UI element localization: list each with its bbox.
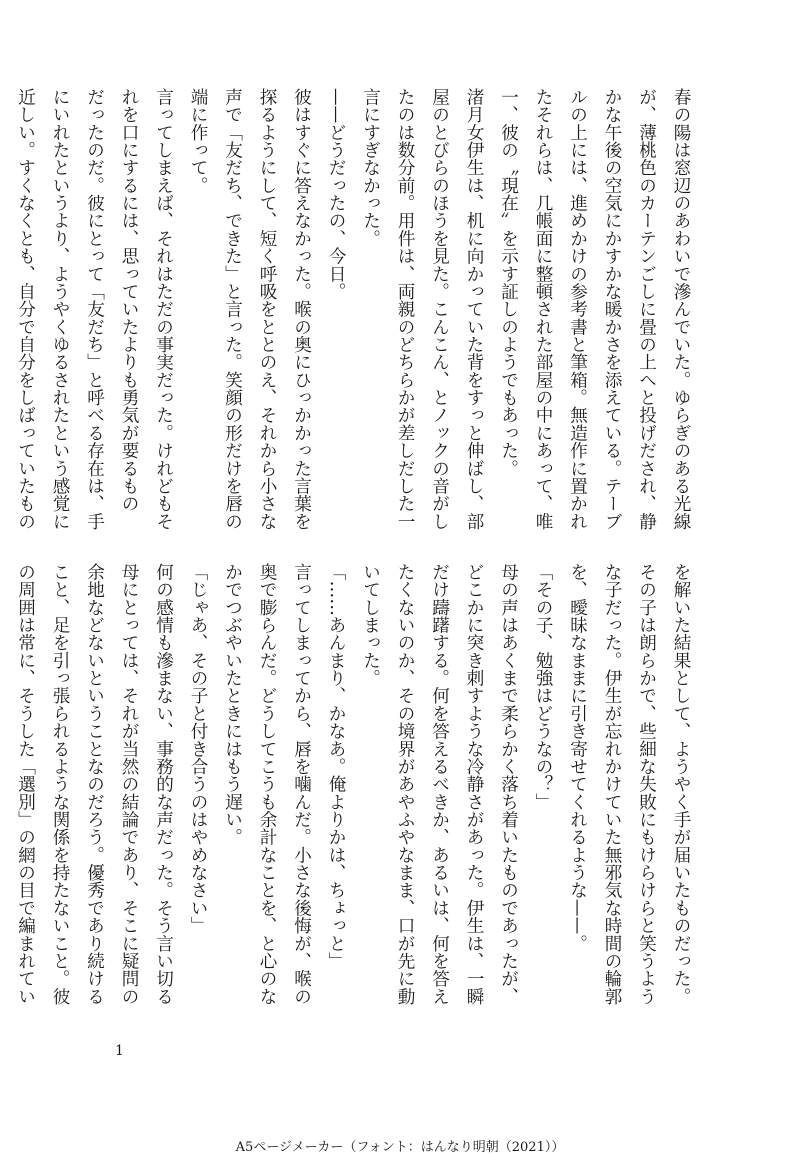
text-column: 彼はすぐに答えなかった。喉の奥にひっかかった言葉を bbox=[291, 88, 312, 530]
text-column: いてしまった。 bbox=[360, 563, 381, 687]
text-column: 奥で膨らんだ。どうしてこうも余計なことを、と心のな bbox=[257, 563, 277, 1005]
text-column: 言ってしまえば、それはただの事実だった。けれどもそ bbox=[153, 88, 174, 530]
footer-credit: A5ページメーカー（フォント：はんなり明朝（2021）） bbox=[235, 1140, 565, 1155]
text-column: たくないのか、その境界があやふやなまま、口が先に動 bbox=[395, 563, 415, 1005]
text-column: が、薄桃色のカーテンごしに畳の上へと投げだされ、静 bbox=[636, 88, 657, 530]
text-column: たのは数分前。用件は、両親のどちらかが差しだした一 bbox=[395, 88, 415, 530]
text-column: こと、足を引っ張られるような関係を持たないこと。彼 bbox=[50, 563, 70, 1005]
body-text-top-block bbox=[15, 88, 698, 536]
text-column: 言にすぎなかった。 bbox=[360, 88, 381, 248]
text-column: ——どうだったの、今日。 bbox=[326, 88, 346, 301]
text-column: れを口にするには、思っていたよりも勇気が要るもの bbox=[119, 88, 139, 513]
text-column: 言ってしまってから、唇を噛んだ。小さな後悔が、喉の bbox=[291, 563, 312, 1005]
text-column: な子だった。伊生が忘れかけていた無邪気な時間の輪郭 bbox=[602, 563, 622, 1005]
text-column: の周囲は常に、そうした「選別」の網の目で編まれてい bbox=[15, 563, 36, 1005]
text-column: を、曖昧なままに引き寄せてくれるような——。 bbox=[567, 563, 588, 952]
text-column: 母にとっては、それが当然の結論であり、そこに疑問の bbox=[119, 563, 139, 1005]
text-column: 母の声はあくまで柔らかく落ち着いたものであったが、 bbox=[498, 563, 519, 1005]
text-column: 探るようにして、短く呼吸をととのえ、それから小さな bbox=[257, 88, 277, 530]
text-column: 端に作って。 bbox=[188, 88, 208, 195]
page-number: 1 bbox=[115, 1043, 124, 1059]
text-column: 一、彼の〝現在〟を示す証しのようでもあった。 bbox=[498, 88, 519, 477]
text-column: 渚月女伊生は、机に向かっていた背をすっと伸ばし、部 bbox=[464, 88, 484, 530]
text-column: ルの上には、進めかけの参考書と筆箱。無造作に置かれ bbox=[567, 88, 588, 530]
text-column: たそれらは、几帳面に整頓された部屋の中にあって、唯 bbox=[533, 88, 553, 530]
text-column: を解いた結果として、ようやく手が届いたものだった。 bbox=[671, 563, 691, 1005]
text-column: かな午後の空気にかすかな暖かさを添えている。テーブ bbox=[602, 88, 622, 530]
text-column: 春の陽は窓辺のあわいで滲んでいた。ゆらぎのある光線 bbox=[671, 88, 691, 530]
text-column: 余地などないということなのだろう。優秀であり続ける bbox=[84, 563, 105, 1005]
text-column: その子は朗らかで、些細な失敗にもけらけらと笑うよう bbox=[636, 563, 657, 1005]
text-column: 近しい。すくなくとも、自分で自分をしばっていたもの bbox=[15, 88, 36, 530]
text-column: にいれたというより、ようやくゆるされたという感覚に bbox=[50, 88, 70, 530]
text-column: 「……あんまり、かなあ。俺よりかは、ちょっと」 bbox=[326, 563, 346, 970]
text-column: どこかに突き刺すような冷静さがあった。伊生は、一瞬 bbox=[464, 563, 484, 1005]
text-column: 「じゃあ、その子と付き合うのはやめなさい」 bbox=[188, 563, 208, 935]
text-column: 「その子、勉強はどうなの？」 bbox=[533, 563, 553, 811]
text-column: 声で「友だち、できた」と言った。笑顔の形だけを唇の bbox=[222, 88, 243, 530]
text-column: 何の感情も滲まない、事務的な声だった。そう言い切る bbox=[153, 563, 174, 1005]
body-text-bottom-block bbox=[15, 563, 698, 1028]
text-column: かでつぶやいたときにはもう遅い。 bbox=[222, 563, 243, 846]
text-column: 屋のとびらのほうを見た。こんこん、とノックの音がし bbox=[429, 88, 450, 530]
text-column: だけ躊躇する。何を答えるべきか、あるいは、何を答え bbox=[429, 563, 450, 1005]
text-column: だったのだ。彼にとって「友だち」と呼べる存在は、手 bbox=[84, 88, 105, 530]
